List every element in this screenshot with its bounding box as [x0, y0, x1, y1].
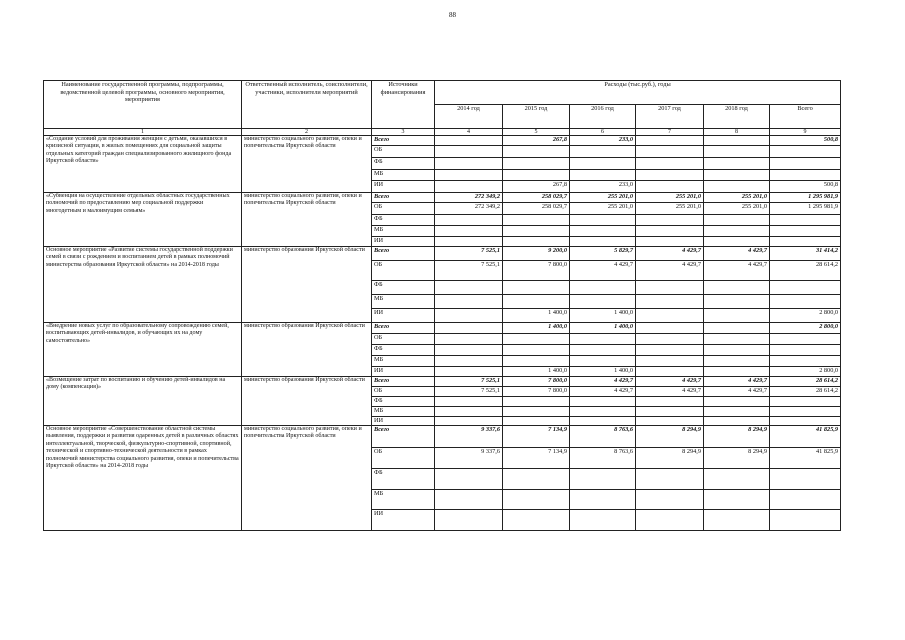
column-number: 4: [435, 129, 503, 136]
year-value-cell: [570, 334, 636, 345]
total-value-cell: 28 614,2: [770, 387, 841, 397]
year-value-cell: 255 201,0: [636, 193, 704, 203]
year-value-cell: 255 201,0: [704, 193, 770, 203]
year-value-cell: [435, 158, 503, 170]
year-value-cell: 272 349,2: [435, 203, 503, 215]
responsible-cell: министерство социального развития, опеки и попечительства Иркутской области: [242, 193, 372, 247]
year-value-cell: [704, 146, 770, 158]
year-value-cell: [704, 181, 770, 193]
table-row: [44, 247, 841, 261]
year-value-cell: [503, 490, 570, 510]
year-value-cell: [570, 158, 636, 170]
year-value-cell: [503, 397, 570, 407]
year-value-cell: [704, 367, 770, 377]
year-value-cell: [636, 367, 704, 377]
year-value-cell: [704, 226, 770, 237]
funding-source-cell: ФБ: [372, 469, 435, 490]
year-value-cell: 233,0: [570, 181, 636, 193]
total-value-cell: 2 800,0: [770, 367, 841, 377]
column-number: 8: [704, 129, 770, 136]
funding-source-cell: ИИ: [372, 237, 435, 247]
year-value-cell: 7 525,1: [435, 387, 503, 397]
year-value-cell: [435, 397, 503, 407]
year-value-cell: 7 525,1: [435, 247, 503, 261]
total-value-cell: 500,8: [770, 181, 841, 193]
funding-source-cell: МБ: [372, 407, 435, 417]
funding-source-cell: ИИ: [372, 181, 435, 193]
year-value-cell: 4 429,7: [636, 377, 704, 387]
year-value-cell: 258 029,7: [503, 193, 570, 203]
year-value-cell: [570, 510, 636, 531]
year-value-cell: [435, 356, 503, 367]
header-year: 2015 год: [503, 105, 570, 129]
year-value-cell: [503, 417, 570, 426]
funding-source-cell: ИИ: [372, 510, 435, 531]
year-value-cell: 7 525,1: [435, 261, 503, 281]
year-value-cell: [570, 345, 636, 356]
header-year: 2017 год: [636, 105, 704, 129]
year-value-cell: [435, 469, 503, 490]
year-value-cell: [636, 397, 704, 407]
total-value-cell: [770, 407, 841, 417]
year-value-cell: 4 429,7: [636, 261, 704, 281]
year-value-cell: [636, 407, 704, 417]
column-number: 9: [770, 129, 841, 136]
year-value-cell: [704, 309, 770, 323]
year-value-cell: [570, 356, 636, 367]
year-value-cell: [503, 356, 570, 367]
year-value-cell: [636, 490, 704, 510]
responsible-cell: министерство образования Иркутской области: [242, 377, 372, 426]
year-value-cell: [503, 158, 570, 170]
year-value-cell: 9 337,6: [435, 448, 503, 469]
total-value-cell: [770, 158, 841, 170]
year-value-cell: [435, 170, 503, 181]
year-value-cell: [570, 215, 636, 226]
year-value-cell: 233,0: [570, 136, 636, 146]
year-value-cell: [503, 334, 570, 345]
year-value-cell: [636, 356, 704, 367]
year-value-cell: [503, 237, 570, 247]
year-value-cell: 7 800,0: [503, 377, 570, 387]
funding-source-cell: МБ: [372, 295, 435, 309]
total-value-cell: [770, 397, 841, 407]
program-name-cell: «Субвенция на осуществление отдельных областных государственных полномочий по предоставлению мер социальной поддержки многодетным и малоимущим семьям»: [44, 193, 242, 247]
year-value-cell: [636, 181, 704, 193]
year-value-cell: 255 201,0: [636, 203, 704, 215]
year-value-cell: [636, 158, 704, 170]
funding-source-cell: Всего: [372, 377, 435, 387]
year-value-cell: [704, 170, 770, 181]
funding-source-cell: ФБ: [372, 158, 435, 170]
total-value-cell: [770, 469, 841, 490]
year-value-cell: [704, 281, 770, 295]
year-value-cell: [636, 226, 704, 237]
year-value-cell: [636, 146, 704, 158]
total-value-cell: 500,8: [770, 136, 841, 146]
year-value-cell: [435, 309, 503, 323]
funding-source-cell: Всего: [372, 323, 435, 334]
year-value-cell: 255 201,0: [570, 193, 636, 203]
funding-source-cell: МБ: [372, 226, 435, 237]
year-value-cell: 7 134,9: [503, 426, 570, 448]
year-value-cell: 7 800,0: [503, 261, 570, 281]
total-value-cell: [770, 356, 841, 367]
year-value-cell: [435, 146, 503, 158]
total-value-cell: 28 614,2: [770, 261, 841, 281]
year-value-cell: [435, 510, 503, 531]
year-value-cell: [704, 345, 770, 356]
year-value-cell: 1 400,0: [570, 367, 636, 377]
year-value-cell: [704, 237, 770, 247]
year-value-cell: [704, 295, 770, 309]
year-value-cell: [570, 237, 636, 247]
year-value-cell: 4 429,7: [570, 261, 636, 281]
year-value-cell: [570, 146, 636, 158]
funding-source-cell: ФБ: [372, 397, 435, 407]
header-year: 2018 год: [704, 105, 770, 129]
funding-source-cell: Всего: [372, 136, 435, 146]
expenses-table: [43, 80, 841, 531]
year-value-cell: 4 429,7: [570, 387, 636, 397]
year-value-cell: [503, 345, 570, 356]
year-value-cell: 272 349,2: [435, 193, 503, 203]
year-value-cell: 8 294,9: [704, 426, 770, 448]
year-value-cell: [704, 490, 770, 510]
funding-source-cell: МБ: [372, 356, 435, 367]
year-value-cell: [570, 226, 636, 237]
year-value-cell: [704, 397, 770, 407]
funding-source-cell: МБ: [372, 490, 435, 510]
funding-source-cell: МБ: [372, 170, 435, 181]
year-value-cell: [636, 237, 704, 247]
funding-source-cell: Всего: [372, 193, 435, 203]
year-value-cell: [636, 309, 704, 323]
year-value-cell: 267,8: [503, 181, 570, 193]
year-value-cell: [503, 226, 570, 237]
year-value-cell: [636, 295, 704, 309]
responsible-cell: министерство социального развития, опеки и попечительства Иркутской области: [242, 426, 372, 531]
responsible-cell: министерство социального развития, опеки и попечительства Иркутской области: [242, 136, 372, 193]
year-value-cell: 4 429,7: [570, 377, 636, 387]
year-value-cell: [636, 281, 704, 295]
year-value-cell: [503, 215, 570, 226]
funding-source-cell: ИИ: [372, 309, 435, 323]
year-value-cell: [570, 469, 636, 490]
year-value-cell: [704, 356, 770, 367]
total-value-cell: 28 614,2: [770, 377, 841, 387]
year-value-cell: 255 201,0: [570, 203, 636, 215]
responsible-cell: министерство образования Иркутской области: [242, 247, 372, 323]
year-value-cell: [503, 146, 570, 158]
year-value-cell: [570, 417, 636, 426]
year-value-cell: [570, 490, 636, 510]
year-value-cell: [435, 237, 503, 247]
year-value-cell: 8 294,9: [704, 448, 770, 469]
year-value-cell: 5 829,7: [570, 247, 636, 261]
total-value-cell: 1 295 981,9: [770, 193, 841, 203]
total-value-cell: [770, 146, 841, 158]
total-value-cell: 41 825,9: [770, 448, 841, 469]
total-value-cell: 41 825,9: [770, 426, 841, 448]
year-value-cell: 267,8: [503, 136, 570, 146]
table-row: [44, 377, 841, 387]
year-value-cell: [435, 490, 503, 510]
page-number: 88: [449, 11, 456, 19]
header-source: Источники финансирования: [372, 81, 435, 129]
program-name-cell: Основное мероприятие «Совершенствование областной системы выявления, поддержки и развития одаренных детей в различных областях интеллектуальной, творческой, физкультурно-спортивной, спортивной, технической и спортивно-технической деятельности в рамках полномочий министерства социального развития, опеки и попечительства Иркутской области» на 2014-2018 годы: [44, 426, 242, 531]
funding-source-cell: ИИ: [372, 367, 435, 377]
year-value-cell: [704, 334, 770, 345]
year-value-cell: 8 294,9: [636, 426, 704, 448]
header-year: 2016 год: [570, 105, 636, 129]
total-value-cell: 1 295 981,9: [770, 203, 841, 215]
year-value-cell: 8 763,6: [570, 448, 636, 469]
year-value-cell: [636, 170, 704, 181]
year-value-cell: [435, 295, 503, 309]
funding-source-cell: ФБ: [372, 345, 435, 356]
header-expenses: Расходы (тыс.руб.), годы: [435, 81, 841, 105]
table-row: [44, 136, 841, 146]
year-value-cell: [503, 407, 570, 417]
year-value-cell: 9 337,6: [435, 426, 503, 448]
table-row: [44, 323, 841, 334]
year-value-cell: [636, 510, 704, 531]
year-value-cell: 7 525,1: [435, 377, 503, 387]
funding-source-cell: Всего: [372, 426, 435, 448]
year-value-cell: [570, 170, 636, 181]
column-number: 5: [503, 129, 570, 136]
program-name-cell: «Возмещение затрат по воспитанию и обучению детей-инвалидов на дому (компенсация)»: [44, 377, 242, 426]
total-value-cell: [770, 417, 841, 426]
total-value-cell: [770, 215, 841, 226]
column-number: 6: [570, 129, 636, 136]
column-number: 2: [242, 129, 372, 136]
program-name-cell: «Внедрение новых услуг по образовательному сопровождению семей, воспитывающих детей-инвалидов, и обучающих их на дому самостоятельно»: [44, 323, 242, 377]
year-value-cell: [636, 469, 704, 490]
table-row: [44, 426, 841, 448]
program-name-cell: Основное мероприятие «Развитие системы государственной поддержки семей в связи с рождением и воспитанием детей в рамках полномочий министерства образования Иркутской области» на 2014-2018 годы: [44, 247, 242, 323]
total-value-cell: [770, 295, 841, 309]
year-value-cell: [435, 407, 503, 417]
year-value-cell: 4 429,7: [704, 377, 770, 387]
funding-source-cell: ИИ: [372, 417, 435, 426]
year-value-cell: 4 429,7: [704, 247, 770, 261]
year-value-cell: [435, 367, 503, 377]
header-total: Всего: [770, 105, 841, 129]
year-value-cell: 4 429,7: [704, 261, 770, 281]
year-value-cell: [704, 323, 770, 334]
total-value-cell: [770, 237, 841, 247]
year-value-cell: [636, 334, 704, 345]
total-value-cell: [770, 345, 841, 356]
year-value-cell: 255 201,0: [704, 203, 770, 215]
year-value-cell: [704, 469, 770, 490]
funding-source-cell: ОБ: [372, 203, 435, 215]
funding-source-cell: ФБ: [372, 215, 435, 226]
year-value-cell: 4 429,7: [636, 387, 704, 397]
funding-source-cell: ОБ: [372, 334, 435, 345]
year-value-cell: [570, 295, 636, 309]
total-value-cell: 31 414,2: [770, 247, 841, 261]
funding-source-cell: ОБ: [372, 448, 435, 469]
year-value-cell: [636, 136, 704, 146]
year-value-cell: 4 429,7: [636, 247, 704, 261]
year-value-cell: [435, 226, 503, 237]
column-number: 1: [44, 129, 242, 136]
funding-source-cell: ОБ: [372, 387, 435, 397]
year-value-cell: [503, 170, 570, 181]
year-value-cell: 9 200,0: [503, 247, 570, 261]
year-value-cell: [704, 136, 770, 146]
year-value-cell: [704, 407, 770, 417]
year-value-cell: [435, 334, 503, 345]
total-value-cell: [770, 510, 841, 531]
year-value-cell: 258 029,7: [503, 203, 570, 215]
column-number: 3: [372, 129, 435, 136]
year-value-cell: [435, 323, 503, 334]
year-value-cell: [570, 281, 636, 295]
year-value-cell: [435, 345, 503, 356]
funding-source-cell: Всего: [372, 247, 435, 261]
year-value-cell: [503, 510, 570, 531]
year-value-cell: [435, 417, 503, 426]
year-value-cell: 1 400,0: [503, 323, 570, 334]
year-value-cell: [636, 215, 704, 226]
program-name-cell: «Создание условий для проживания женщин с детьми, оказавшихся в кризисной ситуации, в жилых помещениях для социальной защиты отдельных категорий граждан специализированного жилищного фонда Иркутской области»: [44, 136, 242, 193]
year-value-cell: [704, 215, 770, 226]
total-value-cell: 2 800,0: [770, 323, 841, 334]
year-value-cell: 1 400,0: [570, 323, 636, 334]
header-year: 2014 год: [435, 105, 503, 129]
funding-source-cell: ФБ: [372, 281, 435, 295]
total-value-cell: [770, 334, 841, 345]
year-value-cell: [435, 136, 503, 146]
year-value-cell: [503, 295, 570, 309]
year-value-cell: [503, 469, 570, 490]
year-value-cell: [636, 417, 704, 426]
year-value-cell: 1 400,0: [570, 309, 636, 323]
year-value-cell: 1 400,0: [503, 367, 570, 377]
year-value-cell: 1 400,0: [503, 309, 570, 323]
year-value-cell: 7 134,9: [503, 448, 570, 469]
funding-source-cell: ОБ: [372, 261, 435, 281]
year-value-cell: [704, 510, 770, 531]
year-value-cell: [570, 407, 636, 417]
year-value-cell: [435, 181, 503, 193]
total-value-cell: [770, 170, 841, 181]
year-value-cell: [570, 397, 636, 407]
total-value-cell: 2 800,0: [770, 309, 841, 323]
year-value-cell: 8 294,9: [636, 448, 704, 469]
year-value-cell: [435, 215, 503, 226]
funding-source-cell: ОБ: [372, 146, 435, 158]
total-value-cell: [770, 281, 841, 295]
responsible-cell: министерство образования Иркутской области: [242, 323, 372, 377]
year-value-cell: [704, 158, 770, 170]
table-row: [44, 193, 841, 203]
header-name: Наименование государственной программы, подпрограммы, ведомственной целевой программы, основного мероприятия, мероприятия: [44, 81, 242, 129]
year-value-cell: 7 800,0: [503, 387, 570, 397]
header-responsible: Ответственный исполнитель, соисполнители, участники, исполнители мероприятий: [242, 81, 372, 129]
year-value-cell: [704, 417, 770, 426]
column-numbers-row: [44, 129, 841, 136]
year-value-cell: 8 763,6: [570, 426, 636, 448]
total-value-cell: [770, 226, 841, 237]
column-number: 7: [636, 129, 704, 136]
year-value-cell: [636, 323, 704, 334]
year-value-cell: [435, 281, 503, 295]
year-value-cell: 4 429,7: [704, 387, 770, 397]
year-value-cell: [503, 281, 570, 295]
year-value-cell: [636, 345, 704, 356]
total-value-cell: [770, 490, 841, 510]
